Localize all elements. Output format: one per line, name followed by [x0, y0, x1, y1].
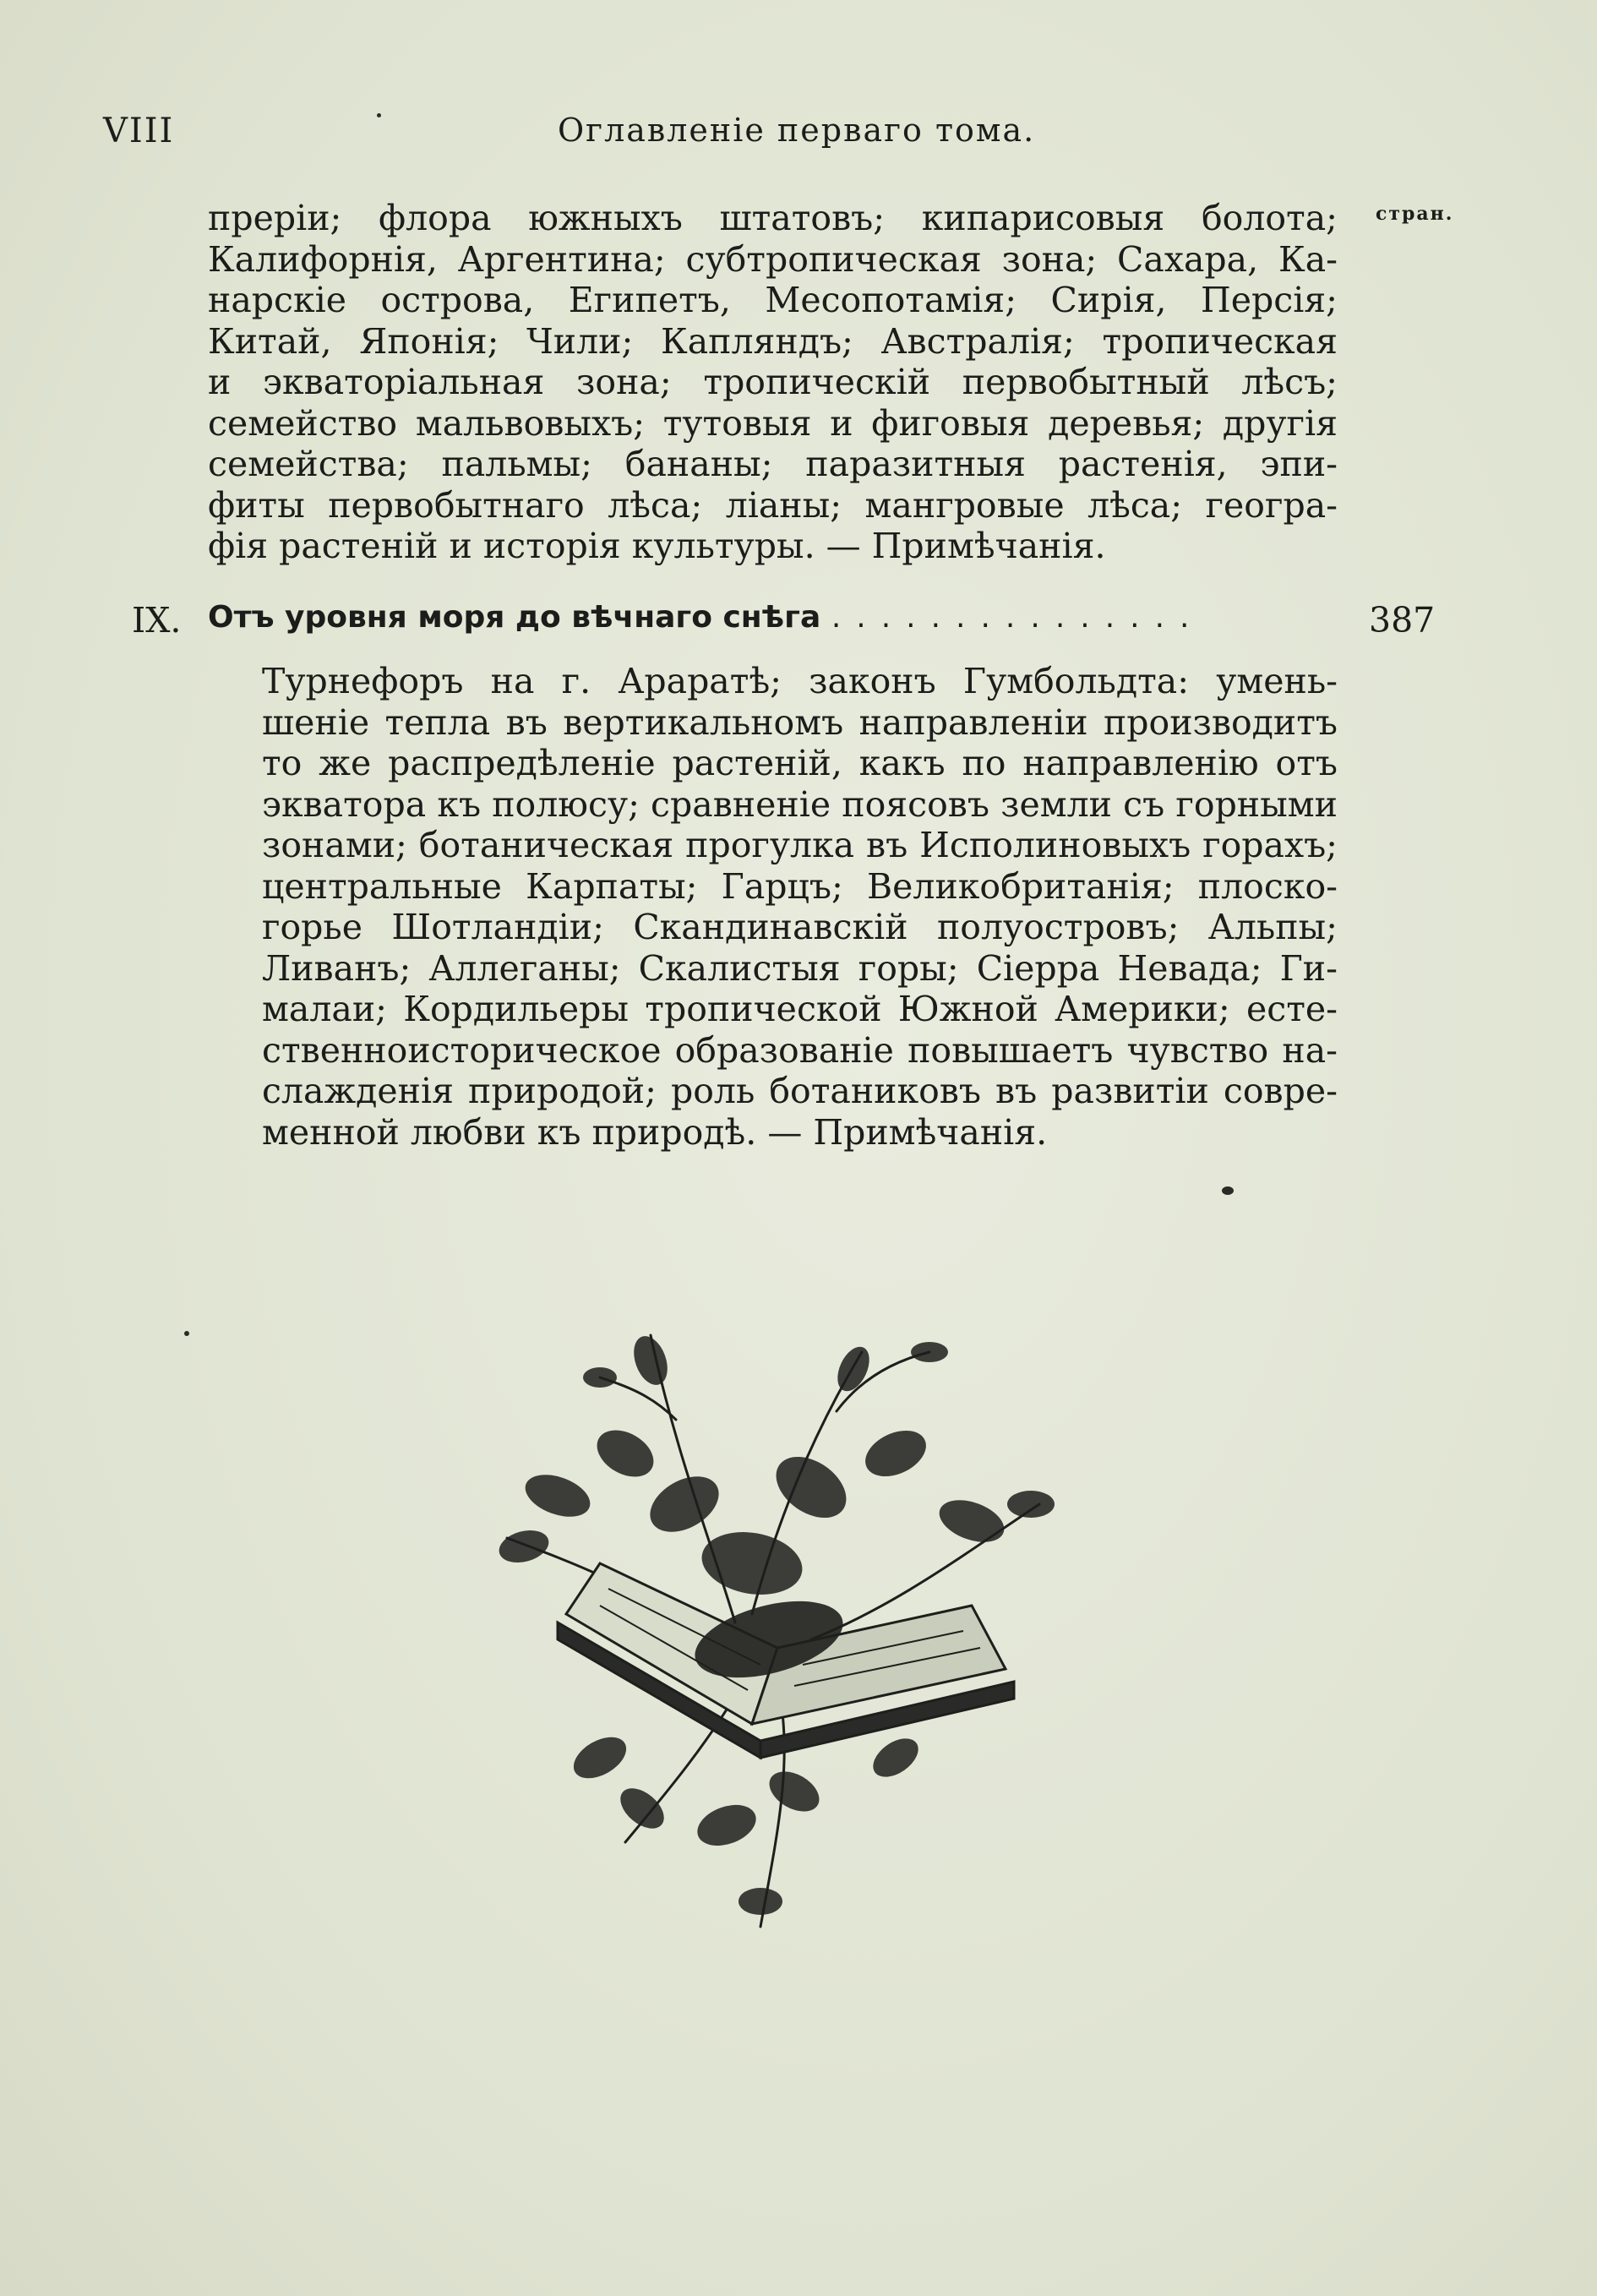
summary-line: нарскіе острова, Египетъ, Месопотамія; Сирія, Персія;	[208, 280, 1338, 320]
ink-speck	[184, 1331, 189, 1336]
chapter-page-number: 387	[1369, 600, 1436, 641]
summary-line: шеніе тепла въ вертикальномъ направленіи производитъ	[262, 701, 1338, 743]
summary-line: Калифорнія, Аргентина; субтропическая зона; Сахара, Ка-	[208, 238, 1338, 280]
chapter-title	[208, 600, 1338, 635]
book-with-foliage-vignette-icon	[456, 1284, 1098, 1961]
summary-line: то же распредѣленіе растеній, какъ по направленію отъ	[262, 743, 1338, 783]
summary-line: ственноисторическое образованіе повышаетъ чувство на-	[262, 1029, 1338, 1071]
summary-line: преріи; флора южныхъ штатовъ; кипарисовыя болота;	[208, 198, 1338, 238]
summary-line: и экваторіальная зона; тропическій первобытный лѣсъ;	[208, 362, 1338, 402]
summary-line: фія растеній и исторія культуры. — Примѣчанія.	[208, 526, 1106, 566]
summary-line: фиты первобытнаго лѣса; ліаны; мангровые лѣса; геогра-	[208, 484, 1338, 526]
ink-speck	[1222, 1186, 1234, 1195]
summary-line: экватора къ полюсу; сравненіе поясовъ земли съ горными	[262, 783, 1338, 825]
summary-line: Турнефоръ на г. Араратѣ; законъ Гумбольдта: умень-	[262, 661, 1338, 701]
summary-line: семейство мальвовыхъ; тутовыя и фиговыя деревья; другія	[208, 402, 1338, 444]
chapter-number: IX.	[132, 600, 182, 641]
summary-line: центральные Карпаты; Гарцъ; Великобританія; плоско-	[262, 865, 1338, 907]
previous-section-summary	[208, 198, 1338, 567]
page-number: VIII	[103, 112, 175, 150]
summary-line: менной любви къ природѣ. — Примѣчанія.	[262, 1111, 1048, 1153]
summary-line: слажденія природой; роль ботаниковъ въ развитіи совре-	[262, 1071, 1338, 1111]
summary-line: зонами; ботаническая прогулка въ Исполиновыхъ горахъ;	[262, 825, 1338, 865]
chapter-title-text: Отъ уровня моря до вѣчнаго снѣга	[208, 600, 821, 635]
summary-line: малаи; Кордильеры тропической Южной Америки; есте-	[262, 989, 1338, 1029]
dot-leader: ...............	[831, 600, 1205, 635]
summary-line: семейства; пальмы; бананы; паразитныя растенія, эпи-	[208, 444, 1338, 484]
ink-speck	[377, 113, 381, 117]
summary-line: горье Шотландіи; Скандинавскій полуостровъ; Альпы;	[262, 907, 1338, 947]
chapter-summary	[208, 661, 1338, 1153]
summary-line: Ливанъ; Аллеганы; Скалистыя горы; Сіерра Невада; Ги-	[262, 947, 1338, 989]
summary-line: Китай, Японія; Чили; Капляндъ; Австралія; тропическая	[208, 320, 1338, 362]
running-title: Оглавленіе перваго тома.	[558, 112, 1036, 149]
page-column-label: стран.	[1376, 203, 1454, 225]
